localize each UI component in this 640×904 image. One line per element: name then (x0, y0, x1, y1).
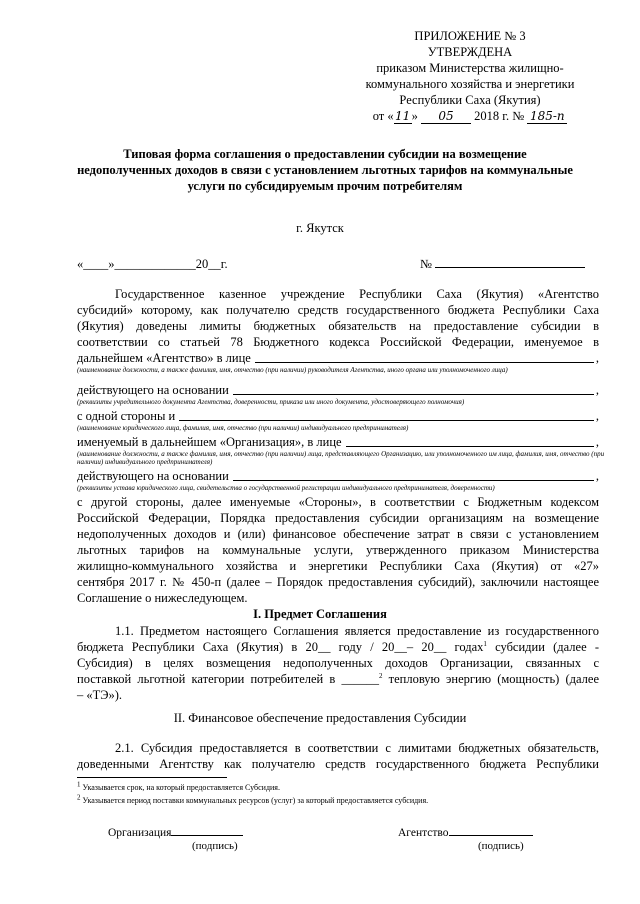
approval-year: 2018 г. № (474, 109, 525, 123)
footnote-ref-2: 2 (378, 671, 383, 680)
intro-line-11: Российской Федерации, Порядка предоставления субсидии организациям на возмещение (77, 511, 599, 525)
signature-agency-caption: (подпись) (478, 840, 524, 852)
section-1-line-4: поставкой льготной категории потребителей в ______$^2$ тепловую энергию (мощность) (далее (77, 671, 599, 686)
caption-5: (реквизиты устава юридического лица, свидетельства о государственной регистрации индивидуального предпринимателя, доверенности) (77, 484, 495, 492)
intro-line-16: Соглашение о нижеследующем. (77, 591, 248, 605)
footnote-1: $^1$ Указывается срок, на который предоставляется Субсидия. (77, 780, 280, 792)
signature-agency: Агентство (398, 825, 533, 839)
approval-month: 05 (421, 110, 471, 124)
signature-organization: Организация (108, 825, 243, 839)
footnote-2: $^2$ Указывается период поставки коммунальных ресурсов (услуг) за который предоставляется субсидия. (77, 793, 429, 805)
order-line-2: коммунального хозяйства и энергетики (365, 77, 575, 91)
caption-1: (наименование должности, а также фамилия, имя, отчество (при наличии) руководителя Агентства, иного органа или уполномоченного лица) (77, 366, 508, 374)
caption-2: (реквизиты учредительного документа Агентства, доверенности, приказа или иного документа, удостоверяющего полномочия) (77, 398, 465, 406)
section-2-line-2: доведенными Агентству как получателю средств государственного бюджета Республики (77, 757, 599, 771)
footnote-divider (77, 777, 227, 778)
approval-day: 11 (395, 109, 411, 123)
intro-line-1: Государственное казенное учреждение Республики Саха (Якутия) «Агентство (115, 287, 599, 301)
intro-line-4: соответствии со статьей 78 Бюджетного кодекса Российской Федерации, именуемое в (77, 335, 599, 349)
caption-3: (наименование юридического лица, фамилия, имя, отчество (при наличии) индивидуального предпринимателя) (77, 424, 409, 432)
section-1-line-3: Субсидия) в целях возмещения недополученных доходов Организации, связанных с (77, 656, 599, 670)
document-title: Типовая форма соглашения о предоставлении субсидии на возмещение недополученных доходов в связи с установлением льготных тарифов на коммунальные услуги по субсидируемым прочим потребителям (77, 147, 573, 193)
intro-line-10: с другой стороны, далее именуемые «Стороны», в соответствии с Бюджетным кодексом (77, 495, 599, 509)
signature-organization-caption: (подпись) (192, 840, 238, 852)
intro-line-6: действующего на основании , (77, 383, 599, 397)
intro-line-8: именуемый в дальнейшем «Организация», в лице , (77, 435, 599, 449)
intro-line-15: сентября 2017 г. № 450-п (далее – Порядок предоставления субсидий), заключили настоящее (77, 575, 599, 589)
approval-block (340, 28, 600, 124)
appendix-label: ПРИЛОЖЕНИЕ № 3 (414, 29, 526, 43)
city-label: г. Якутск (296, 221, 344, 235)
section-1-line-1: 1.1. Предметом настоящего Соглашения является предоставление из государственного (115, 624, 599, 638)
order-line-1: приказом Министерства жилищно- (376, 61, 564, 75)
intro-line-5: дальнейшем «Агентство» в лице , (77, 351, 599, 365)
intro-line-3: (Якутия) доведены лимиты бюджетных обязательств на предоставление субсидии в (77, 319, 599, 333)
section-2-heading: II. Финансовое обеспечение предоставления Субсидии (173, 711, 467, 725)
section-1-line-5: – «ТЭ»). (77, 688, 123, 702)
agreement-number: № (420, 257, 585, 272)
section-2-line-1: 2.1. Субсидия предоставляется в соответствии с лимитами бюджетных обязательств, (115, 741, 599, 755)
intro-line-12: недополученных доходов и (или) финансовое обеспечение затрат в связи с установлением (77, 527, 599, 541)
footnote-ref-1: 1 (483, 639, 487, 648)
agreement-date: «____»_____________20__г. (77, 257, 228, 271)
order-line-3: Республики Саха (Якутия) (399, 93, 541, 107)
intro-line-13: льготных тарифов на коммунальные услуги, утвержденного приказом Министерства (77, 543, 599, 557)
intro-line-14: жилищно-коммунального хозяйства и энергетики Республики Саха (Якутия) от «27» (77, 559, 599, 573)
intro-line-9: действующего на основании , (77, 469, 599, 483)
caption-4: (наименование должности, а также фамилия, имя, отчество (при наличии) лица, представляющего Организацию, или уполномоченного им лица, фамилия, имя, отчество (при наличии) индивидуального предпринимателя) (77, 450, 605, 466)
approved-label: УТВЕРЖДЕНА (427, 45, 513, 59)
approval-date-line: от «11» 05 2018 г. № 185-п (340, 108, 600, 124)
section-1-line-2: бюджета Республики Саха (Якутия) в 20__ году / 20__– 20__ годах$^1$ субсидии (далее - (77, 639, 599, 654)
section-1-heading: I. Предмет Соглашения (253, 607, 387, 621)
approval-number: 185-п (527, 110, 567, 124)
intro-line-7: с одной стороны и , (77, 409, 599, 423)
intro-line-2: субсидий» которому, как получателю средств государственного бюджета Республики Саха (77, 303, 599, 317)
